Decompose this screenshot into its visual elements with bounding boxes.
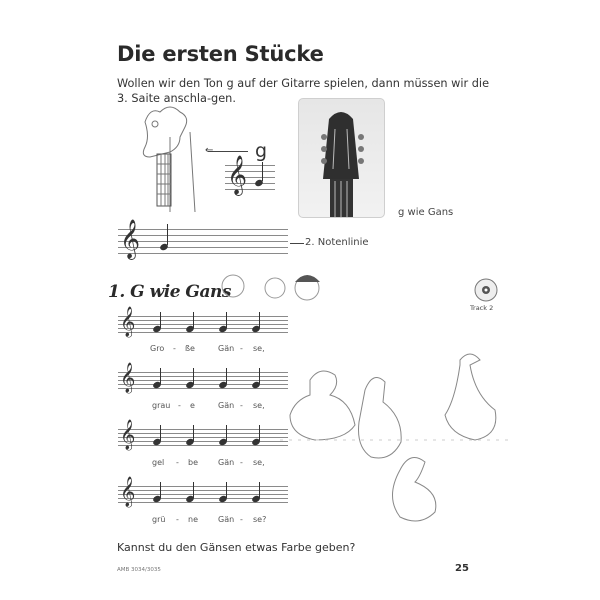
song-staff-2 (118, 363, 288, 393)
treble-clef-icon: 𝄞 (120, 420, 136, 450)
staff-second-line (118, 219, 288, 259)
lyric: Gän (218, 458, 235, 467)
geese-illustration-icon (280, 340, 510, 535)
lyric: - (240, 344, 243, 353)
staff-small (225, 155, 275, 195)
lyric: - (240, 515, 243, 524)
note-name-g: g (255, 140, 268, 162)
lyric: ße (185, 344, 195, 353)
lyric: - (240, 458, 243, 467)
lyric: - (176, 458, 179, 467)
arrow-left-icon: ← (205, 145, 214, 156)
giraffe-illustration-icon (125, 102, 215, 212)
notenlinie-label: 2. Notenlinie (305, 237, 369, 248)
lyric: Gro (150, 344, 165, 353)
lyric: gel (152, 458, 165, 467)
track-label: Track 2 (470, 304, 494, 312)
coloring-question: Kannst du den Gänsen etwas Farbe geben? (117, 541, 356, 554)
song-staff-4 (118, 477, 288, 507)
song-staff-3 (118, 420, 288, 450)
lyric: se, (253, 344, 265, 353)
lyric: se, (253, 401, 265, 410)
treble-clef-icon: 𝄞 (120, 363, 136, 393)
lyric: grau (152, 401, 171, 410)
guitar-headstock-photo (298, 98, 385, 218)
faces-illustration-icon (215, 268, 325, 308)
lyric: be (188, 458, 198, 467)
footer-catalog-code: AMB 3034/3035 (117, 567, 161, 573)
page-title: Die ersten Stücke (117, 42, 324, 66)
lyric: Gän (218, 401, 235, 410)
treble-clef-icon: 𝄞 (120, 477, 136, 507)
lyric: grü (152, 515, 166, 524)
g-wie-gans-caption: g wie Gans (398, 207, 454, 218)
intro-text: Wollen wir den Ton g auf der Gitarre spielen, dann müssen wir die 3. Saite anschla-gen. (117, 77, 490, 105)
lyric: se, (253, 458, 265, 467)
lyric: - (178, 401, 181, 410)
lyric: Gän (218, 515, 235, 524)
song-heading: 1. G wie Gans (108, 282, 231, 302)
treble-clef-icon: 𝄞 (120, 307, 136, 337)
lyric: ne (188, 515, 198, 524)
song-staff-1 (118, 307, 288, 337)
lyric: Gän (218, 344, 235, 353)
lyric: - (176, 515, 179, 524)
lyric: - (240, 401, 243, 410)
page-number: 25 (455, 563, 469, 574)
arrow-line (290, 243, 304, 244)
lyric: se? (253, 515, 267, 524)
cd-track-icon[interactable] (474, 278, 498, 302)
treble-clef-icon: 𝄞 (227, 155, 248, 195)
treble-clef-icon: 𝄞 (120, 219, 141, 259)
lyric: - (173, 344, 176, 353)
lyric: e (190, 401, 195, 410)
arrow-line (208, 151, 248, 152)
